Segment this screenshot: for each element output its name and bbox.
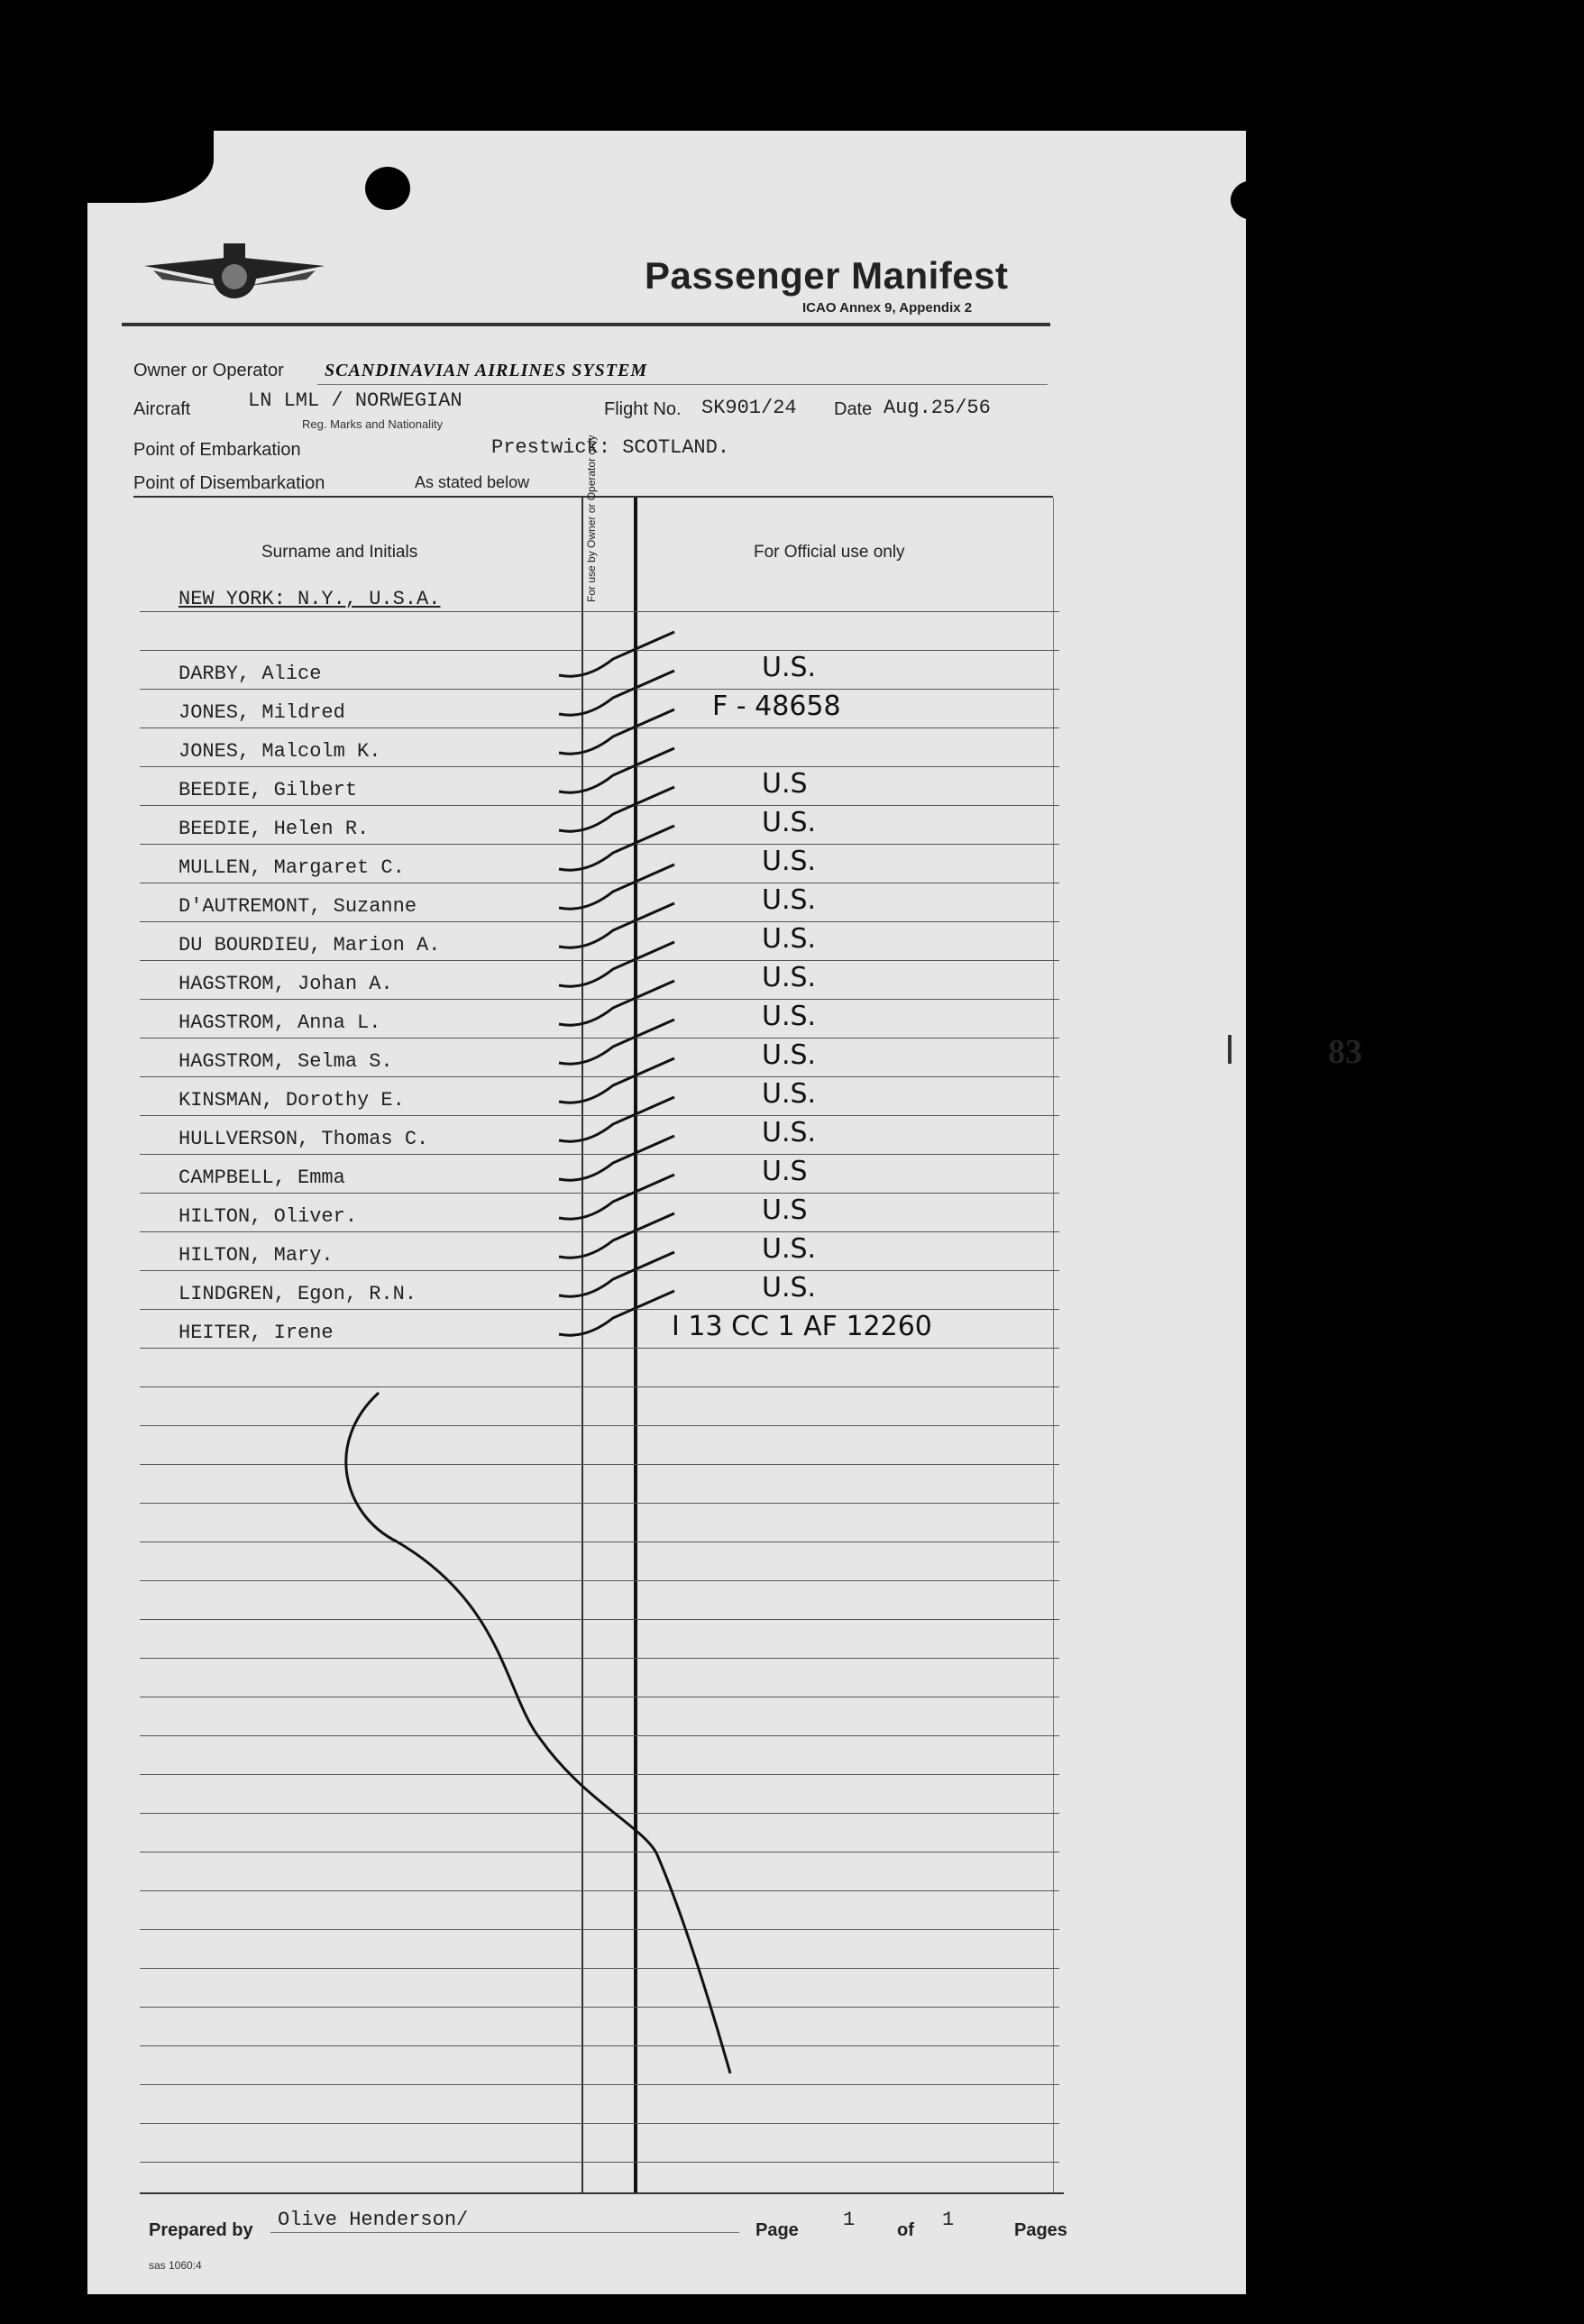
- passenger-name: BEEDIE, Helen R.: [179, 818, 370, 840]
- ruled-line: [140, 921, 1059, 922]
- col-header-names: Surname and Initials: [261, 543, 418, 562]
- passenger-name: DARBY, Alice: [179, 663, 322, 685]
- flight-label: Flight No.: [604, 399, 682, 419]
- passenger-name: CAMPBELL, Emma: [179, 1167, 345, 1189]
- ruled-line: [140, 1890, 1059, 1891]
- punch-hole-right: [1378, 178, 1428, 224]
- passenger-name: D'AUTREMONT, Suzanne: [179, 895, 417, 918]
- passenger-name: HAGSTROM, Johan A.: [179, 973, 393, 995]
- ruled-line: [140, 1580, 1059, 1581]
- form-code: sas 1060:4: [149, 2259, 202, 2272]
- ruled-line: [140, 1348, 1059, 1349]
- ruled-line: [140, 2045, 1059, 2046]
- ruled-line: [140, 1619, 1059, 1620]
- destination-heading: NEW YORK: N.Y., U.S.A.: [179, 588, 441, 610]
- ruled-line: [140, 1386, 1059, 1387]
- prepared-value: Olive Henderson/: [278, 2209, 469, 2231]
- of-label: of: [897, 2220, 914, 2240]
- passenger-name: HILTON, Oliver.: [179, 1205, 358, 1228]
- date-label: Date: [834, 399, 873, 419]
- passenger-name: JONES, Malcolm K.: [179, 740, 381, 763]
- ruled-line: [140, 1464, 1059, 1465]
- prepared-underline: [270, 2232, 739, 2233]
- official-entry: U.S.: [762, 1117, 817, 1148]
- official-entry: U.S.: [762, 884, 817, 916]
- punch-hole-left: [365, 167, 410, 210]
- official-entry: U.S: [762, 1156, 808, 1187]
- official-entry: U.S.: [762, 1233, 817, 1265]
- sas-wings-logo-icon: [135, 239, 334, 311]
- ruled-line: [140, 1503, 1059, 1504]
- ruled-line: [140, 2162, 1059, 2163]
- official-entry: U.S.: [762, 807, 817, 838]
- ruled-line: [140, 1309, 1059, 1310]
- pages-label: Pages: [1014, 2220, 1067, 2240]
- of-value: 1: [942, 2209, 955, 2231]
- passenger-name: HULLVERSON, Thomas C.: [179, 1128, 429, 1150]
- passenger-name: DU BOURDIEU, Marion A.: [179, 934, 441, 956]
- passenger-name: HAGSTROM, Anna L.: [179, 1011, 381, 1034]
- ruled-line: [140, 960, 1059, 961]
- ruled-line: [140, 999, 1059, 1000]
- owner-underline: [317, 384, 1048, 385]
- col-header-official: For Official use only: [754, 543, 905, 562]
- official-entry: U.S: [762, 768, 808, 800]
- ruled-line: [140, 1425, 1059, 1426]
- aircraft-value: LN LML / NORWEGIAN: [248, 389, 462, 412]
- disembarkation-label: Point of Disembarkation: [133, 473, 325, 493]
- official-entry: U.S.: [762, 652, 817, 683]
- prepared-label: Prepared by: [149, 2220, 253, 2240]
- ruled-line: [140, 1231, 1059, 1232]
- ruled-line: [140, 727, 1059, 728]
- ruled-line: [140, 1154, 1059, 1155]
- passenger-name: BEEDIE, Gilbert: [179, 779, 358, 801]
- ruled-line: [140, 1852, 1059, 1853]
- official-entry: U.S.: [762, 923, 817, 955]
- page-title: Passenger Manifest: [645, 254, 1009, 297]
- ruled-line: [140, 2084, 1059, 2085]
- official-entry: U.S.: [762, 1001, 817, 1032]
- official-entry: I 13 CC 1 AF 12260: [672, 1311, 932, 1342]
- ruled-line: [140, 1076, 1059, 1077]
- ruled-line: [140, 1968, 1059, 1969]
- ruled-line: [140, 766, 1059, 767]
- passenger-name: HEITER, Irene: [179, 1322, 334, 1344]
- official-entry: U.S: [762, 1194, 808, 1226]
- table-right-edge: [1053, 498, 1054, 2192]
- ruled-line: [140, 611, 1059, 612]
- ruled-line: [140, 1929, 1059, 1930]
- owner-value: SCANDINAVIAN AIRLINES SYSTEM: [325, 361, 648, 380]
- owner-label: Owner or Operator: [133, 361, 284, 380]
- archive-page-number: 83: [1328, 1033, 1362, 1071]
- operator-col-right: [634, 498, 637, 2192]
- passenger-name: JONES, Mildred: [179, 701, 345, 724]
- ruled-line: [140, 1193, 1059, 1194]
- ruled-line: [140, 1115, 1059, 1116]
- ruled-line: [140, 1735, 1059, 1736]
- page-subtitle: ICAO Annex 9, Appendix 2: [802, 300, 973, 316]
- punch-hole-right-2: [1231, 180, 1276, 220]
- ruled-line: [140, 2123, 1059, 2124]
- archive-bracket: [1228, 1035, 1231, 1064]
- passenger-name: HILTON, Mary.: [179, 1244, 334, 1267]
- ruled-line: [140, 844, 1059, 845]
- page-value: 1: [843, 2209, 856, 2231]
- flight-value: SK901/24: [701, 397, 797, 419]
- page-label: Page: [755, 2220, 799, 2240]
- operator-col-left: [581, 498, 583, 2192]
- ruled-line: [140, 805, 1059, 806]
- ruled-line: [140, 689, 1059, 690]
- official-entry: F - 48658: [712, 691, 841, 722]
- aircraft-note: Reg. Marks and Nationality: [302, 417, 444, 431]
- official-entry: U.S.: [762, 846, 817, 877]
- ruled-line: [140, 1774, 1059, 1775]
- embarkation-value: Prestwick: SCOTLAND.: [491, 436, 730, 459]
- aircraft-label: Aircraft: [133, 399, 191, 419]
- official-entry: U.S.: [762, 962, 817, 993]
- passenger-name: HAGSTROM, Selma S.: [179, 1050, 393, 1073]
- passenger-name: MULLEN, Margaret C.: [179, 856, 405, 879]
- embarkation-label: Point of Embarkation: [133, 440, 301, 460]
- ruled-line: [140, 2007, 1059, 2008]
- col-header-operator: For use by Owner or Operator only: [585, 435, 598, 602]
- ruled-line: [140, 1813, 1059, 1814]
- passenger-name: KINSMAN, Dorothy E.: [179, 1089, 405, 1112]
- date-value: Aug.25/56: [884, 397, 991, 419]
- ruled-line: [140, 650, 1059, 651]
- official-entry: U.S.: [762, 1272, 817, 1304]
- official-entry: U.S.: [762, 1078, 817, 1110]
- footer-rule: [140, 2192, 1064, 2194]
- ruled-line: [140, 1270, 1059, 1271]
- official-entry: U.S.: [762, 1039, 817, 1071]
- disembarkation-value: As stated below: [415, 473, 530, 491]
- ruled-line: [140, 1658, 1059, 1659]
- passenger-name: LINDGREN, Egon, R.N.: [179, 1283, 417, 1305]
- header-rule: [122, 323, 1050, 326]
